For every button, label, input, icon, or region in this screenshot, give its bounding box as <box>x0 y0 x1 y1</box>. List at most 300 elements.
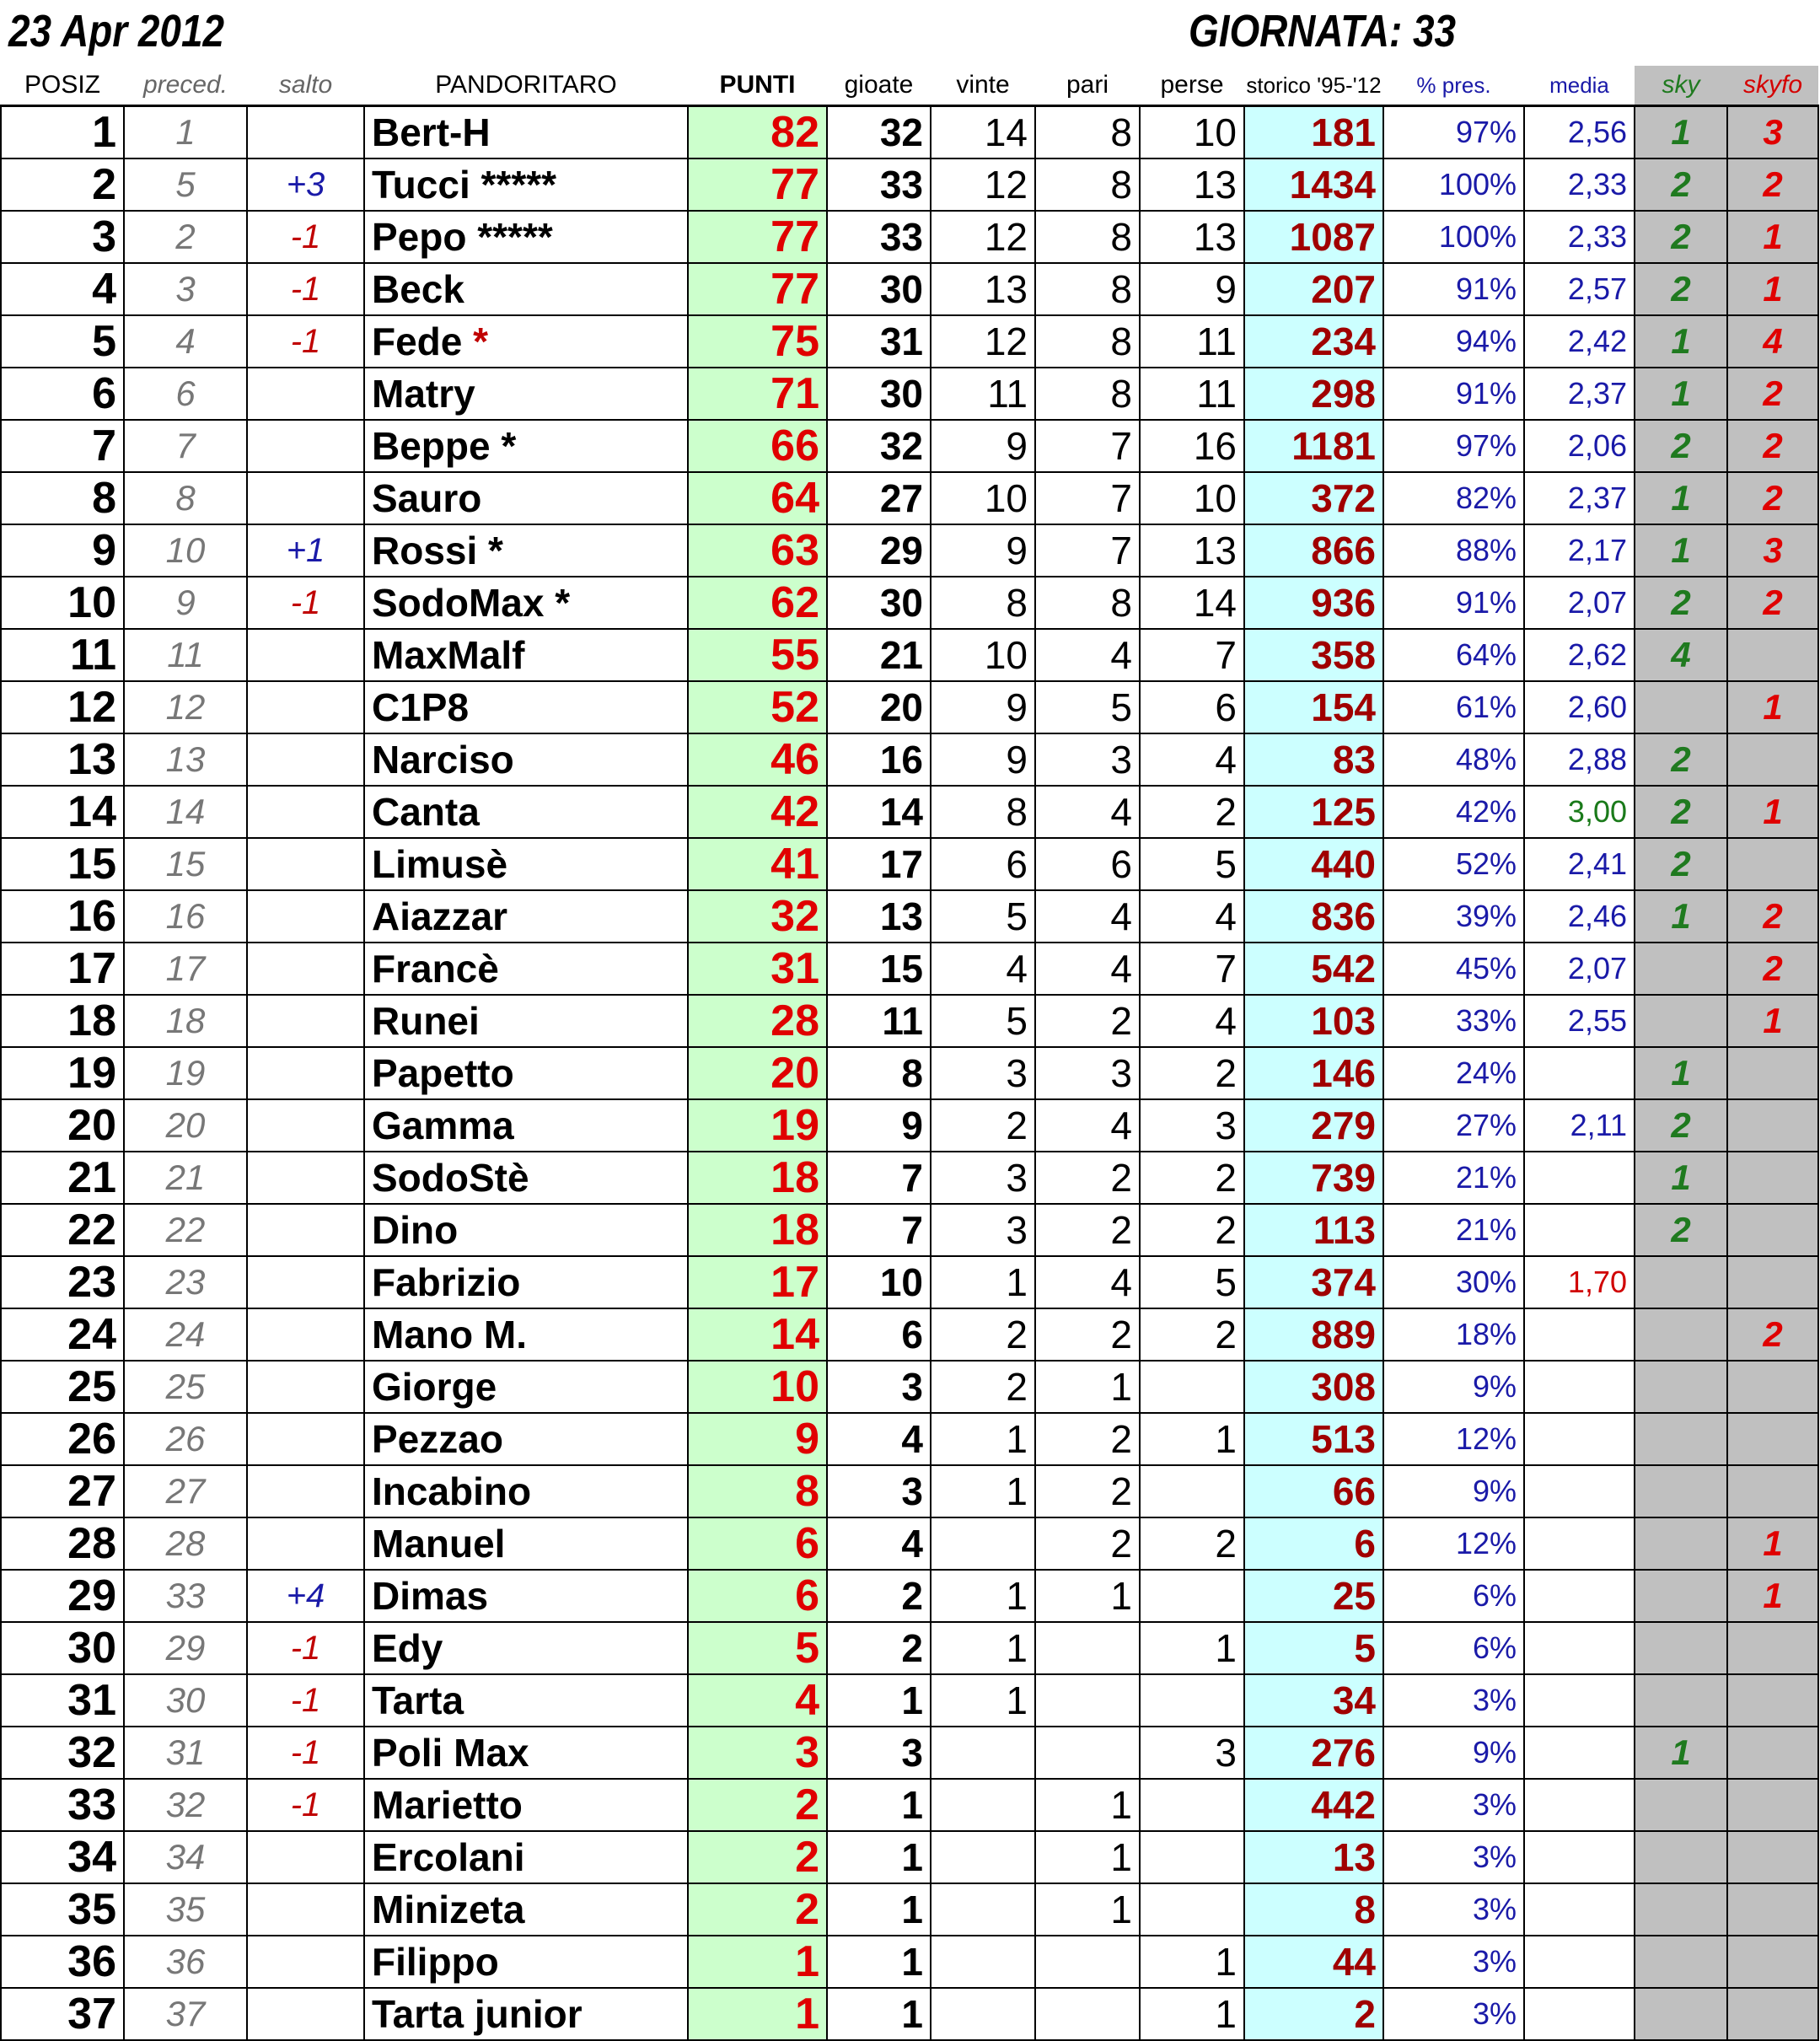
col-header-sky: sky <box>1635 66 1727 106</box>
punti-cell: 9 <box>688 1413 827 1465</box>
punti-cell: 18 <box>688 1204 827 1256</box>
vinte-cell: 9 <box>931 733 1035 786</box>
perse-cell: 2 <box>1140 1047 1244 1099</box>
name-cell <box>364 1674 688 1727</box>
skyfo-cell: 2 <box>1727 943 1818 995</box>
storico-cell: 5 <box>1244 1622 1383 1674</box>
media-cell <box>1524 1883 1635 1936</box>
name-cell <box>364 1047 688 1099</box>
col-header-salto: salto <box>278 71 333 99</box>
salto-cell: -1 <box>247 577 364 629</box>
punti-cell: 42 <box>688 786 827 838</box>
media-cell: 2,88 <box>1524 733 1635 786</box>
sky-cell <box>1635 1517 1727 1570</box>
media-cell: 2,55 <box>1524 995 1635 1047</box>
name-cell <box>364 315 688 368</box>
skyfo-cell <box>1727 1674 1818 1727</box>
col-header-punti: PUNTI <box>719 71 796 99</box>
pari-cell: 3 <box>1035 733 1140 786</box>
punti-cell: 52 <box>688 681 827 733</box>
sky-cell: 2 <box>1635 263 1727 315</box>
preced-cell: 29 <box>124 1622 247 1674</box>
pres-cell: 21% <box>1383 1152 1524 1204</box>
pari-cell: 2 <box>1035 1152 1140 1204</box>
position-cell: 22 <box>1 1204 124 1256</box>
player-name: Ercolani <box>372 1835 525 1879</box>
pari-cell: 2 <box>1035 1308 1140 1361</box>
table-row <box>1 106 1818 159</box>
name-cell <box>364 263 688 315</box>
storico-cell: 308 <box>1244 1361 1383 1413</box>
preced-cell: 36 <box>124 1936 247 1988</box>
sky-cell <box>1635 995 1727 1047</box>
position-cell: 14 <box>1 786 124 838</box>
sky-cell <box>1635 1883 1727 1936</box>
player-name: Bert-H <box>372 110 491 154</box>
storico-cell: 234 <box>1244 315 1383 368</box>
skyfo-cell <box>1727 1727 1818 1779</box>
position-cell: 20 <box>1 1099 124 1152</box>
pari-cell: 8 <box>1035 106 1140 159</box>
perse-cell: 3 <box>1140 1727 1244 1779</box>
col-header-gioate: gioate <box>844 71 914 99</box>
skyfo-cell <box>1727 1204 1818 1256</box>
gioate-cell: 9 <box>827 1099 931 1152</box>
preced-cell: 12 <box>124 681 247 733</box>
player-name: Edy <box>372 1626 443 1670</box>
gioate-cell: 6 <box>827 1308 931 1361</box>
storico-cell: 8 <box>1244 1883 1383 1936</box>
salto-cell <box>247 106 364 159</box>
pari-cell: 6 <box>1035 838 1140 890</box>
pres-cell: 82% <box>1383 472 1524 524</box>
gioate-cell: 1 <box>827 1936 931 1988</box>
preced-cell: 15 <box>124 838 247 890</box>
gioate-cell: 11 <box>827 995 931 1047</box>
position-cell: 34 <box>1 1831 124 1883</box>
perse-cell <box>1140 1570 1244 1622</box>
sky-cell: 2 <box>1635 786 1727 838</box>
pres-cell: 33% <box>1383 995 1524 1047</box>
punti-cell: 77 <box>688 263 827 315</box>
player-name: Sauro <box>372 476 482 520</box>
vinte-cell: 2 <box>931 1361 1035 1413</box>
gioate-cell: 4 <box>827 1413 931 1465</box>
name-cell <box>364 1831 688 1883</box>
pres-cell: 21% <box>1383 1204 1524 1256</box>
player-name: C1P8 <box>372 685 470 729</box>
col-header-pres: % pres. <box>1416 72 1491 98</box>
gioate-cell: 8 <box>827 1047 931 1099</box>
gioate-cell: 15 <box>827 943 931 995</box>
skyfo-cell: 2 <box>1727 1308 1818 1361</box>
player-name: Tucci <box>372 163 470 207</box>
preced-cell: 26 <box>124 1413 247 1465</box>
storico-cell: 936 <box>1244 577 1383 629</box>
table-row <box>1 368 1818 420</box>
player-name: Fede <box>372 320 463 363</box>
gioate-cell: 32 <box>827 106 931 159</box>
media-cell: 2,06 <box>1524 420 1635 472</box>
pari-cell: 4 <box>1035 629 1140 681</box>
sky-cell: 2 <box>1635 158 1727 211</box>
salto-cell: +1 <box>247 524 364 577</box>
salto-cell <box>247 1204 364 1256</box>
media-cell: 2,11 <box>1524 1099 1635 1152</box>
punti-cell: 66 <box>688 420 827 472</box>
salto-cell: -1 <box>247 1622 364 1674</box>
punti-cell: 46 <box>688 733 827 786</box>
position-cell: 27 <box>1 1465 124 1517</box>
skyfo-cell: 1 <box>1727 263 1818 315</box>
table-row <box>1 315 1818 368</box>
salto-cell: +4 <box>247 1570 364 1622</box>
salto-cell: -1 <box>247 211 364 263</box>
gioate-cell: 4 <box>827 1517 931 1570</box>
sky-cell: 1 <box>1635 368 1727 420</box>
storico-cell: 739 <box>1244 1152 1383 1204</box>
perse-cell: 2 <box>1140 786 1244 838</box>
preced-cell: 6 <box>124 368 247 420</box>
col-header-perse: perse <box>1160 71 1224 99</box>
table-row <box>1 1883 1818 1936</box>
pres-cell: 3% <box>1383 1883 1524 1936</box>
player-name: Papetto <box>372 1051 514 1095</box>
player-name: Mano M. <box>372 1313 527 1356</box>
vinte-cell <box>931 1988 1035 2040</box>
media-cell <box>1524 1308 1635 1361</box>
vinte-cell: 1 <box>931 1570 1035 1622</box>
name-cell <box>364 1570 688 1622</box>
player-name: Limusè <box>372 842 508 886</box>
media-cell: 2,57 <box>1524 263 1635 315</box>
skyfo-cell <box>1727 1831 1818 1883</box>
skyfo-cell: 4 <box>1727 315 1818 368</box>
pres-cell: 12% <box>1383 1413 1524 1465</box>
pres-cell: 3% <box>1383 1988 1524 2040</box>
name-cell <box>364 786 688 838</box>
position-cell: 16 <box>1 890 124 943</box>
preced-cell: 27 <box>124 1465 247 1517</box>
preced-cell: 11 <box>124 629 247 681</box>
gioate-cell: 1 <box>827 1988 931 2040</box>
pari-cell <box>1035 1988 1140 2040</box>
gioate-cell: 3 <box>827 1465 931 1517</box>
name-cell <box>364 1988 688 2040</box>
table-row <box>1 1308 1818 1361</box>
position-cell: 11 <box>1 629 124 681</box>
skyfo-cell: 2 <box>1727 577 1818 629</box>
player-name: Manuel <box>372 1522 506 1566</box>
vinte-cell: 4 <box>931 943 1035 995</box>
pres-cell: 91% <box>1383 263 1524 315</box>
sky-cell: 2 <box>1635 211 1727 263</box>
pres-cell: 3% <box>1383 1779 1524 1831</box>
punti-cell: 62 <box>688 577 827 629</box>
pres-cell: 100% <box>1383 211 1524 263</box>
storico-cell: 542 <box>1244 943 1383 995</box>
perse-cell <box>1140 1361 1244 1413</box>
name-cell <box>364 943 688 995</box>
perse-cell: 2 <box>1140 1204 1244 1256</box>
perse-cell: 1 <box>1140 1413 1244 1465</box>
player-name: Narciso <box>372 738 514 781</box>
punti-cell: 32 <box>688 890 827 943</box>
media-cell <box>1524 1674 1635 1727</box>
position-cell: 4 <box>1 263 124 315</box>
pari-cell: 8 <box>1035 211 1140 263</box>
skyfo-cell <box>1727 1622 1818 1674</box>
pres-cell: 97% <box>1383 106 1524 159</box>
storico-cell: 866 <box>1244 524 1383 577</box>
pari-cell: 2 <box>1035 995 1140 1047</box>
media-cell: 2,37 <box>1524 472 1635 524</box>
salto-cell <box>247 1308 364 1361</box>
vinte-cell: 14 <box>931 106 1035 159</box>
vinte-cell: 2 <box>931 1308 1035 1361</box>
player-name: Matry <box>372 372 475 416</box>
perse-cell: 3 <box>1140 1099 1244 1152</box>
pari-cell: 1 <box>1035 1570 1140 1622</box>
table-row <box>1 1779 1818 1831</box>
perse-cell <box>1140 1465 1244 1517</box>
gioate-cell: 1 <box>827 1779 931 1831</box>
position-cell: 17 <box>1 943 124 995</box>
sky-cell <box>1635 943 1727 995</box>
name-cell <box>364 629 688 681</box>
table-row <box>1 158 1818 211</box>
punti-cell: 20 <box>688 1047 827 1099</box>
pres-cell: 91% <box>1383 577 1524 629</box>
gioate-cell: 17 <box>827 838 931 890</box>
vinte-cell <box>931 1831 1035 1883</box>
standings-table <box>0 66 1819 2041</box>
media-cell <box>1524 1727 1635 1779</box>
perse-cell: 10 <box>1140 106 1244 159</box>
preced-cell: 8 <box>124 472 247 524</box>
name-cell <box>364 1361 688 1413</box>
table-row <box>1 1936 1818 1988</box>
perse-cell: 6 <box>1140 681 1244 733</box>
col-header-preced: preced. <box>142 71 228 99</box>
gioate-cell: 31 <box>827 315 931 368</box>
name-cell <box>364 1517 688 1570</box>
pari-cell: 4 <box>1035 943 1140 995</box>
player-name: Rossi <box>372 529 478 572</box>
salto-cell <box>247 995 364 1047</box>
pres-cell: 3% <box>1383 1674 1524 1727</box>
table-row <box>1 1413 1818 1465</box>
name-cell <box>364 1099 688 1152</box>
salto-cell <box>247 1152 364 1204</box>
gioate-cell: 33 <box>827 158 931 211</box>
skyfo-cell: 2 <box>1727 890 1818 943</box>
skyfo-cell: 2 <box>1727 472 1818 524</box>
media-cell: 2,46 <box>1524 890 1635 943</box>
table-row <box>1 629 1818 681</box>
vinte-cell: 9 <box>931 681 1035 733</box>
preced-cell: 20 <box>124 1099 247 1152</box>
skyfo-cell: 2 <box>1727 158 1818 211</box>
perse-cell: 5 <box>1140 1256 1244 1308</box>
table-row <box>1 995 1818 1047</box>
pres-cell: 9% <box>1383 1727 1524 1779</box>
perse-cell: 1 <box>1140 1936 1244 1988</box>
gioate-cell: 7 <box>827 1204 931 1256</box>
storico-cell: 440 <box>1244 838 1383 890</box>
gioate-cell: 30 <box>827 368 931 420</box>
media-cell <box>1524 1622 1635 1674</box>
vinte-cell: 1 <box>931 1465 1035 1517</box>
salto-cell <box>247 838 364 890</box>
skyfo-cell <box>1727 1256 1818 1308</box>
pari-cell: 8 <box>1035 315 1140 368</box>
gioate-cell: 3 <box>827 1727 931 1779</box>
pres-cell: 12% <box>1383 1517 1524 1570</box>
player-stars: ***** <box>466 215 553 259</box>
preced-cell: 33 <box>124 1570 247 1622</box>
storico-cell: 374 <box>1244 1256 1383 1308</box>
name-cell <box>364 1936 688 1988</box>
skyfo-cell <box>1727 1465 1818 1517</box>
skyfo-cell <box>1727 1936 1818 1988</box>
storico-cell: 889 <box>1244 1308 1383 1361</box>
salto-cell: +3 <box>247 158 364 211</box>
pari-cell: 1 <box>1035 1831 1140 1883</box>
vinte-cell: 12 <box>931 158 1035 211</box>
media-cell: 1,70 <box>1524 1256 1635 1308</box>
pres-cell: 27% <box>1383 1099 1524 1152</box>
perse-cell: 11 <box>1140 315 1244 368</box>
media-cell: 2,62 <box>1524 629 1635 681</box>
storico-cell: 207 <box>1244 263 1383 315</box>
pres-cell: 9% <box>1383 1361 1524 1413</box>
position-cell: 30 <box>1 1622 124 1674</box>
pari-cell: 2 <box>1035 1204 1140 1256</box>
name-cell <box>364 577 688 629</box>
punti-cell: 5 <box>688 1622 827 1674</box>
table-row <box>1 786 1818 838</box>
vinte-cell: 9 <box>931 420 1035 472</box>
player-name: Dimas <box>372 1574 489 1618</box>
preced-cell: 10 <box>124 524 247 577</box>
gioate-cell: 1 <box>827 1674 931 1727</box>
name-cell <box>364 1204 688 1256</box>
player-name: Aiazzar <box>372 894 508 938</box>
pres-cell: 6% <box>1383 1622 1524 1674</box>
gioate-cell: 32 <box>827 420 931 472</box>
punti-cell: 55 <box>688 629 827 681</box>
table-row <box>1 1361 1818 1413</box>
name-cell <box>364 681 688 733</box>
pari-cell <box>1035 1622 1140 1674</box>
table-row <box>1 1047 1818 1099</box>
gioate-cell: 27 <box>827 472 931 524</box>
storico-cell: 83 <box>1244 733 1383 786</box>
skyfo-cell: 3 <box>1727 106 1818 159</box>
gioate-cell: 1 <box>827 1831 931 1883</box>
punti-cell: 77 <box>688 211 827 263</box>
table-row <box>1 1988 1818 2040</box>
preced-cell: 31 <box>124 1727 247 1779</box>
gioate-cell: 2 <box>827 1622 931 1674</box>
player-name: Minizeta <box>372 1888 525 1931</box>
position-cell: 1 <box>1 106 124 159</box>
sky-cell: 1 <box>1635 1047 1727 1099</box>
name-cell <box>364 368 688 420</box>
player-stars: * <box>490 424 517 468</box>
preced-cell: 21 <box>124 1152 247 1204</box>
perse-cell <box>1140 1779 1244 1831</box>
storico-cell: 146 <box>1244 1047 1383 1099</box>
player-name: Gamma <box>372 1104 514 1147</box>
player-name: Pezzao <box>372 1417 503 1461</box>
table-row <box>1 1831 1818 1883</box>
table-row <box>1 1570 1818 1622</box>
pari-cell: 1 <box>1035 1883 1140 1936</box>
skyfo-cell: 2 <box>1727 420 1818 472</box>
storico-cell: 103 <box>1244 995 1383 1047</box>
punti-cell: 41 <box>688 838 827 890</box>
pres-cell: 94% <box>1383 315 1524 368</box>
media-cell <box>1524 1361 1635 1413</box>
salto-cell: -1 <box>247 1674 364 1727</box>
perse-cell: 4 <box>1140 733 1244 786</box>
preced-cell: 30 <box>124 1674 247 1727</box>
position-cell: 37 <box>1 1988 124 2040</box>
name-cell <box>364 158 688 211</box>
player-name: Runei <box>372 999 480 1043</box>
table-row <box>1 943 1818 995</box>
punti-cell: 1 <box>688 1936 827 1988</box>
sky-cell <box>1635 681 1727 733</box>
perse-cell: 2 <box>1140 1517 1244 1570</box>
pres-cell: 52% <box>1383 838 1524 890</box>
skyfo-cell <box>1727 1988 1818 2040</box>
skyfo-cell: 2 <box>1727 368 1818 420</box>
salto-cell <box>247 1465 364 1517</box>
name-cell <box>364 1256 688 1308</box>
gioate-cell: 21 <box>827 629 931 681</box>
pari-cell: 7 <box>1035 472 1140 524</box>
vinte-cell: 10 <box>931 472 1035 524</box>
skyfo-cell <box>1727 1413 1818 1465</box>
sky-cell: 1 <box>1635 1152 1727 1204</box>
sky-cell <box>1635 1361 1727 1413</box>
media-cell <box>1524 1936 1635 1988</box>
storico-cell: 279 <box>1244 1099 1383 1152</box>
pari-cell: 1 <box>1035 1779 1140 1831</box>
perse-cell: 16 <box>1140 420 1244 472</box>
player-name: Filippo <box>372 1940 499 1984</box>
sky-cell <box>1635 1465 1727 1517</box>
pres-cell: 45% <box>1383 943 1524 995</box>
salto-cell <box>247 890 364 943</box>
salto-cell <box>247 1936 364 1988</box>
table-row <box>1 1465 1818 1517</box>
col-header-skyfo: skyfo <box>1727 66 1818 106</box>
player-name: Fabrizio <box>372 1260 521 1304</box>
preced-cell: 1 <box>124 106 247 159</box>
table-row <box>1 838 1818 890</box>
gioate-cell: 29 <box>827 524 931 577</box>
punti-cell: 8 <box>688 1465 827 1517</box>
salto-cell <box>247 420 364 472</box>
storico-cell: 6 <box>1244 1517 1383 1570</box>
punti-cell: 6 <box>688 1570 827 1622</box>
pres-cell: 64% <box>1383 629 1524 681</box>
pari-cell: 4 <box>1035 1099 1140 1152</box>
